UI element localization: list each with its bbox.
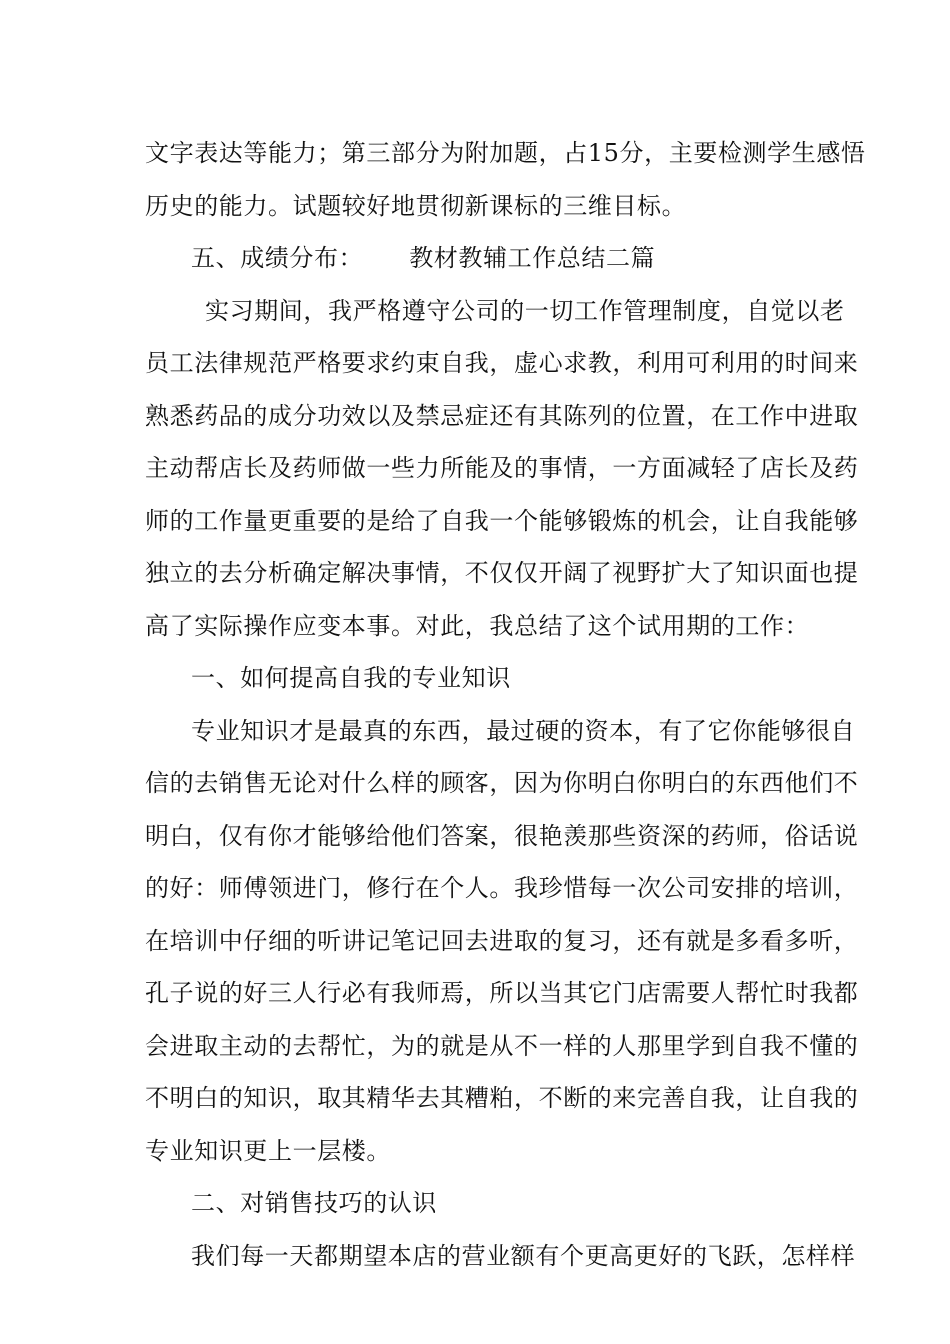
para1-line: 专业知识更上一层楼。 [145,1136,391,1165]
para1-line: 信的去销售无论对什么样的顾客，因为你明白你明白的东西他们不 [145,769,859,797]
heading-1: 一、如何提高自我的专业知识 [191,664,511,692]
para1-line: 在培训中仔细的听讲记笔记回去进取的复习，还有就是多看多听， [145,926,859,955]
section-5-heading [145,232,807,285]
document-body [145,127,866,1282]
para1-line: 会进取主动的去帮忙，为的就是从不一样的人那里学到自我不懂的 [145,1031,859,1060]
intro-line: 实习期间，我严格遵守公司的一切工作管理制度，自觉以老 [205,296,845,325]
intro-line: 师的工作量更重要的是给了自我一个能够锻炼的机会，让自我能够 [145,506,859,535]
intro-line: 主动帮店长及药师做一些力所能及的事情，一方面减轻了店长及药 [145,454,859,482]
body-line: 文字表达等能力；第三部分为附加题，占15分，主要检测学生感悟 [145,139,866,167]
intro-line: 独立的去分析确定解决事情，不仅仅开阔了视野扩大了知识面也提 [145,559,859,587]
para1-line: 的好：师傅领进门，修行在个人。我珍惜每一次公司安排的培训， [145,874,859,902]
heading-2: 二、对销售技巧的认识 [191,1189,437,1217]
body-line: 历史的能力。试题较好地贯彻新课标的三维目标。 [145,191,687,220]
section-5-title: 教材教辅工作总结二篇 [409,244,656,272]
para1-line: 孔子说的好三人行必有我师焉，所以当其它门店需要人帮忙时我都 [145,979,859,1007]
intro-line: 熟悉药品的成分功效以及禁忌症还有其陈列的位置，在工作中进取 [145,401,859,430]
para1-line: 明白，仅有你才能够给他们答案，很艳羡那些资深的药师，俗话说 [145,821,859,850]
para1-line: 不明白的知识，取其精华去其糟粕，不断的来完善自我，让自我的 [145,1084,859,1112]
para1-line: 专业知识才是最真的东西，最过硬的资本，有了它你能够很自 [191,716,856,745]
para2-line: 我们每一天都期望本店的营业额有个更高更好的飞跃，怎样样 [191,1241,856,1270]
intro-line: 员工法律规范严格要求约束自我，虚心求教，利用可利用的时间来 [145,349,859,377]
section-5-label: 五、成绩分布： [191,244,364,272]
intro-line: 高了实际操作应变本事。对此，我总结了这个试用期的工作： [145,611,810,640]
